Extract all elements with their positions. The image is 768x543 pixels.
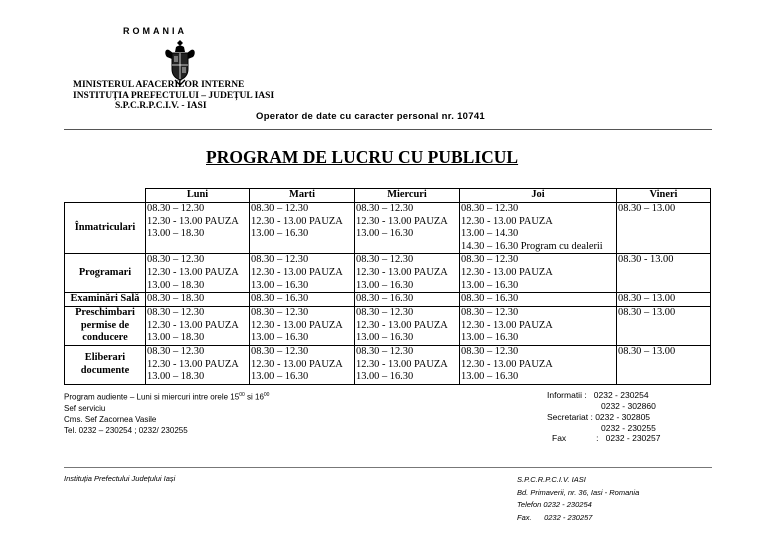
- table-corner: [65, 189, 146, 203]
- hours-cell: 08.30 – 12.30 12.30 - 13.00 PAUZA 13.00 – 16.30: [250, 254, 355, 293]
- hours-cell: 08.30 – 16.30: [460, 293, 617, 307]
- service-label: Eliberari documente: [65, 345, 146, 384]
- table-header-row: [65, 189, 711, 203]
- hours-cell: 08.30 - 13.00: [617, 254, 711, 293]
- footer-service: S.P.C.R.P.C.I.V. IASI: [517, 475, 586, 484]
- table-row: [65, 203, 711, 254]
- table-row: [65, 254, 711, 293]
- hours-cell: 08.30 – 12.30 12.30 - 13.00 PAUZA 13.00 – 16.30: [460, 345, 617, 384]
- hours-cell: 08.30 – 13.00: [617, 345, 711, 384]
- hours-cell: 08.30 – 12.30 12.30 - 13.00 PAUZA 13.00 – 16.30: [460, 307, 617, 346]
- day-header: Marti: [250, 189, 355, 203]
- hours-cell: 08.30 – 12.30 12.30 - 13.00 PAUZA 13.00 – 16.30: [355, 345, 460, 384]
- hours-cell: 08.30 – 12.30 12.30 - 13.00 PAUZA 13.00 – 18.30: [146, 345, 250, 384]
- footer-divider: [64, 467, 712, 468]
- footer-phone: Telefon 0232 - 230254: [517, 500, 592, 509]
- ministry-line: MINISTERUL AFACERILOR INTERNE: [73, 80, 245, 90]
- hours-cell: 08.30 – 13.00: [617, 293, 711, 307]
- hours-cell: 08.30 – 13.00: [617, 307, 711, 346]
- institution-line: INSTITUȚIA PREFECTULUI – JUDEȚUL IASI: [73, 90, 275, 101]
- operator-registration: Operator de date cu caracter personal nr. 10741: [256, 111, 486, 122]
- table-row: [65, 345, 711, 384]
- schedule-table: [64, 188, 711, 385]
- contact-numbers: [547, 390, 660, 444]
- hours-cell: 08.30 – 12.30 12.30 - 13.00 PAUZA 13.00 – 18.30: [146, 254, 250, 293]
- country-name: ROMANIA: [123, 26, 187, 36]
- audience-schedule: Program audiente – Luni si miercuri intre orele $15^{00}$ si $16^{00}$: [64, 392, 270, 402]
- hours-cell: 08.30 – 12.30 12.30 - 13.00 PAUZA 13.00 – 16.30: [355, 307, 460, 346]
- hours-cell: 08.30 – 12.30 12.30 - 13.00 PAUZA 13.00 – 18.30: [146, 203, 250, 254]
- day-header: Vineri: [617, 189, 711, 203]
- day-header: Joi: [460, 189, 617, 203]
- hours-cell: 08.30 – 12.30 12.30 - 13.00 PAUZA 13.00 – 14.30 14.30 – 16.30 Program cu dealerii: [460, 203, 617, 254]
- hours-cell: 08.30 – 12.30 12.30 - 13.00 PAUZA 13.00 – 16.30: [250, 345, 355, 384]
- hours-cell: 08.30 – 13.00: [617, 203, 711, 254]
- service-label: Programari: [65, 254, 146, 293]
- footer-address: [517, 474, 639, 524]
- secretariat-line: Secretariat : 0232 - 302805: [547, 412, 651, 423]
- secretariat-line-2: 0232 - 230255: [601, 422, 656, 433]
- fax-line: Fax : 0232 - 230257: [552, 433, 661, 444]
- hours-cell: 08.30 – 12.30 12.30 - 13.00 PAUZA 13.00 – 16.30: [250, 307, 355, 346]
- info-line: Informatii : 0232 - 230254: [547, 390, 649, 400]
- day-header: Miercuri: [355, 189, 460, 203]
- hours-cell: 08.30 – 18.30: [146, 293, 250, 307]
- header-divider: [64, 129, 712, 130]
- service-line: S.P.C.R.P.C.I.V. - IASI: [115, 101, 207, 111]
- hours-cell: 08.30 – 12.30 12.30 - 13.00 PAUZA 13.00 – 16.30: [355, 203, 460, 254]
- footer-institution: Instituția Prefectului Județului Iași: [64, 474, 176, 483]
- footer-fax: Fax. 0232 - 230257: [517, 512, 593, 522]
- audience-info: [64, 390, 269, 436]
- table-row: [65, 307, 711, 346]
- hours-cell: 08.30 – 16.30: [250, 293, 355, 307]
- service-label: Înmatriculari: [65, 203, 146, 254]
- hours-cell: 08.30 – 12.30 12.30 - 13.00 PAUZA 13.00 – 16.30: [355, 254, 460, 293]
- footer-street: Bd. Primaverii, nr. 36, Iasi - Romania: [517, 487, 640, 497]
- service-label: Examinări Sală: [65, 293, 146, 307]
- day-header: Luni: [146, 189, 250, 203]
- ministry-block: [73, 80, 274, 112]
- hours-cell: 08.30 – 12.30 12.30 - 13.00 PAUZA 13.00 – 16.30: [460, 254, 617, 293]
- hours-cell: 08.30 – 16.30: [355, 293, 460, 307]
- audience-name: Cms. Sef Zacornea Vasile: [64, 414, 157, 424]
- info-line-2: 0232 - 302860: [601, 400, 656, 411]
- page-title: PROGRAM DE LUCRU CU PUBLICUL: [206, 147, 519, 167]
- table-row: [65, 293, 711, 307]
- hours-cell: 08.30 – 12.30 12.30 - 13.00 PAUZA 13.00 – 16.30: [250, 203, 355, 254]
- service-label: Preschimbari permise de conducere: [65, 307, 146, 346]
- coat-of-arms-icon: [163, 38, 197, 86]
- hours-cell: 08.30 – 12.30 12.30 - 13.00 PAUZA 13.00 – 18.30: [146, 307, 250, 346]
- audience-phone: Tel. 0232 – 230254 ; 0232/ 230255: [64, 425, 188, 435]
- audience-role: Sef serviciu: [64, 403, 106, 413]
